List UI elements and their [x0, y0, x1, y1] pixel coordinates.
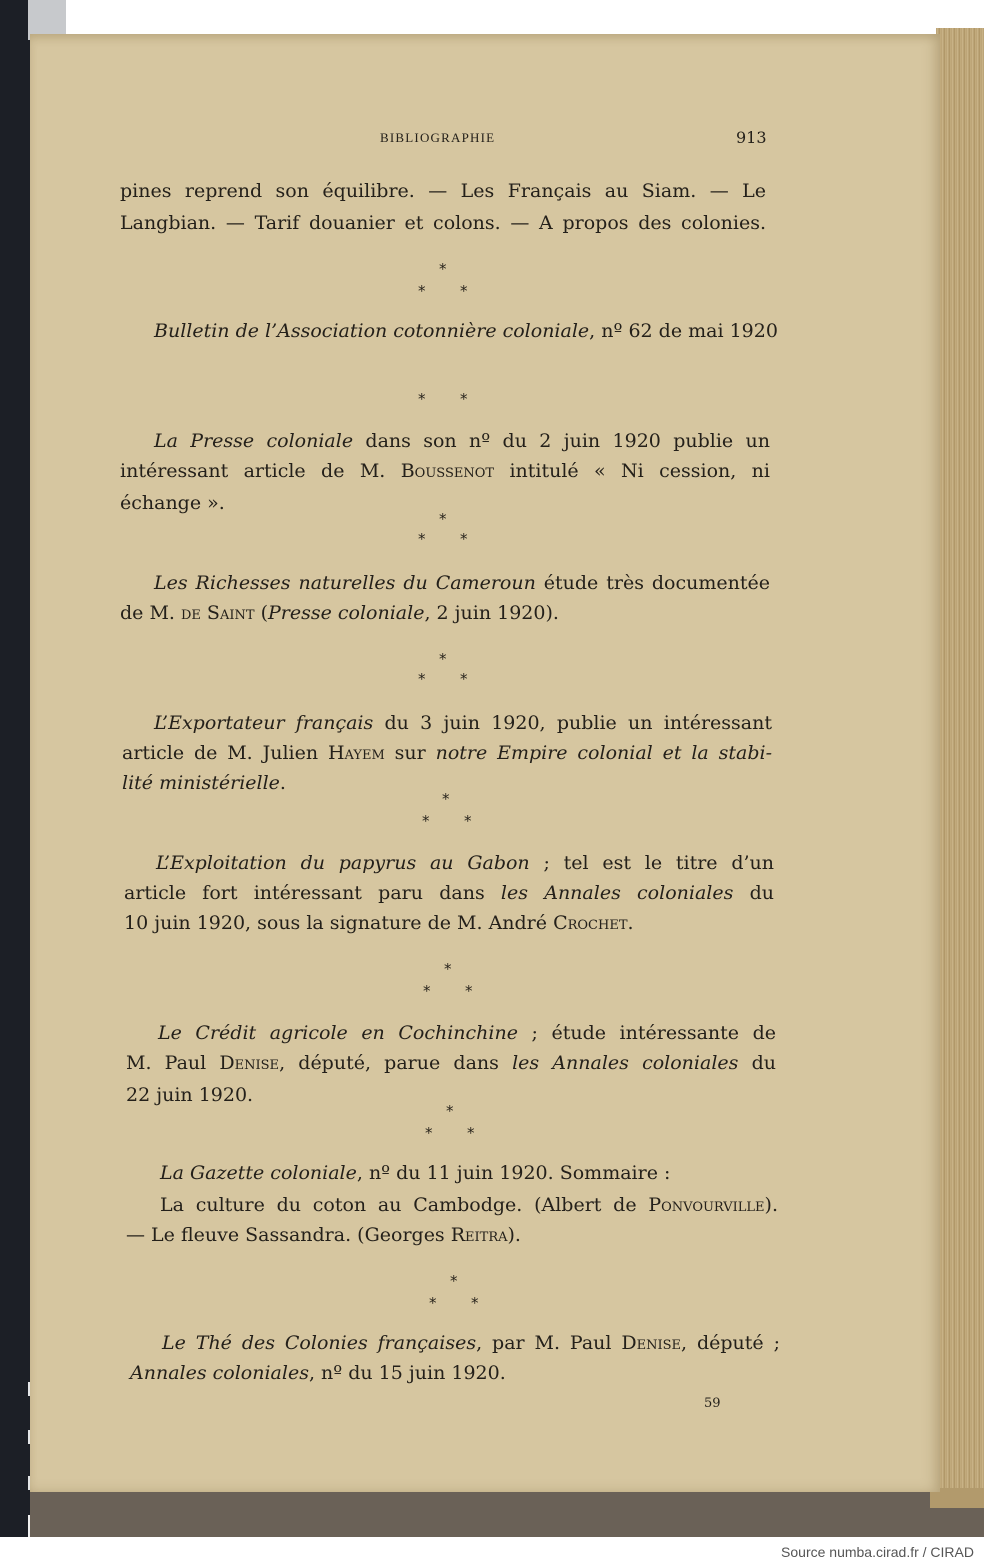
text-run: ). — [507, 1224, 521, 1246]
separator-asterisk: * — [425, 1124, 433, 1142]
text-run: Crochet — [553, 912, 628, 934]
text-run: du — [733, 882, 774, 904]
text-run: 22 juin 1920. — [126, 1084, 254, 1106]
separator-asterisk: * — [444, 960, 452, 978]
text-run: Presse coloniale — [267, 602, 425, 624]
text-line — [120, 210, 766, 236]
signature-mark: 59 — [704, 1396, 721, 1411]
text-run: Annales coloniales — [130, 1362, 309, 1384]
text-line — [162, 1330, 780, 1356]
text-run: du — [738, 1052, 776, 1074]
text-run: L’Exportateur français — [154, 712, 374, 734]
text-run: notre Empire colonial et la stabi- — [435, 742, 772, 764]
page-edges — [936, 28, 984, 1500]
page-number: 913 — [736, 128, 767, 147]
separator-asterisk: * — [465, 982, 473, 1000]
text-run: sur — [384, 742, 436, 764]
text-run: de Saint — [180, 602, 255, 624]
separator-asterisk: * — [423, 982, 431, 1000]
text-line — [154, 710, 772, 736]
text-line — [130, 1360, 506, 1386]
text-run: Langbian. — Tarif douanier et colons. — A propos des colonies. — [120, 212, 766, 234]
text-run: — Le fleuve Sassandra. (Georges — [126, 1224, 451, 1246]
text-run: ; tel est le titre d’un — [529, 852, 774, 874]
separator-asterisk: * — [422, 812, 430, 830]
separator-asterisk: * — [450, 1272, 458, 1290]
separator-asterisk: * — [460, 390, 468, 408]
separator-asterisk: * — [418, 390, 426, 408]
text-line — [160, 1192, 778, 1218]
separator-asterisk: * — [439, 260, 447, 278]
separator-asterisk: * — [460, 530, 468, 548]
separator-asterisk: * — [442, 790, 450, 808]
text-run: Le Crédit agricole en Cochinchine — [158, 1022, 518, 1044]
text-run: Ponvourville — [648, 1194, 765, 1216]
separator-asterisk: * — [471, 1294, 479, 1312]
text-run: , député, parue dans — [279, 1052, 513, 1074]
text-run: Le Thé des Colonies françaises — [162, 1332, 477, 1354]
separator-asterisk: * — [418, 670, 426, 688]
text-run: pines reprend son équilibre. — Les Français au Siam. — Le — [120, 180, 766, 202]
text-line — [126, 1222, 521, 1248]
text-line — [124, 910, 634, 936]
text-run: . — [627, 912, 634, 934]
text-line — [156, 850, 774, 876]
text-line — [154, 570, 770, 596]
text-run: ( — [254, 602, 268, 624]
text-run: les Annales coloniales — [512, 1052, 739, 1074]
text-line — [120, 458, 770, 484]
separator-asterisk: * — [439, 650, 447, 668]
book-cover-edge — [30, 1492, 984, 1537]
running-head: BIBLIOGRAPHIE — [380, 130, 496, 145]
separator-asterisk: * — [467, 1124, 475, 1142]
text-run: échange ». — [120, 492, 225, 514]
text-run: intéressant article de M. — [120, 460, 401, 482]
text-line — [120, 490, 225, 516]
text-run: Hayem — [327, 742, 385, 764]
source-credit: Source numba.cirad.fr / CIRAD — [781, 1544, 974, 1560]
separator-asterisk: * — [446, 1102, 454, 1120]
text-run: , député ; — [681, 1332, 780, 1354]
separator-asterisk: * — [418, 282, 426, 300]
text-run: La Gazette coloniale — [160, 1162, 357, 1184]
text-run: L’Exploitation du papyrus au Gabon — [156, 852, 530, 874]
text-line — [122, 770, 286, 796]
text-line — [124, 880, 774, 906]
text-line — [154, 428, 770, 454]
text-run: Boussenot — [400, 460, 495, 482]
text-line — [126, 1082, 253, 1108]
separator-asterisk: * — [439, 510, 447, 528]
text-run: Denise — [621, 1332, 682, 1354]
text-run: étude très documentée — [535, 572, 770, 594]
separator-asterisk: * — [429, 1294, 437, 1312]
text-line — [158, 1020, 776, 1046]
text-run: La culture du coton au Cambodge. (Albert de — [160, 1194, 649, 1216]
text-run: ). — [764, 1194, 778, 1216]
text-run: . — [279, 772, 286, 794]
text-run: , nº du 11 juin 1920. Sommaire : — [356, 1162, 671, 1184]
text-run: Bulletin de l’Association cotonnière coloniale — [154, 320, 590, 342]
text-run: de M. — [120, 602, 181, 624]
text-run: , nº 62 de mai 1920 — [589, 320, 778, 342]
text-run: article de M. Julien — [122, 742, 328, 764]
text-line — [126, 1050, 776, 1076]
separator-asterisk: * — [460, 670, 468, 688]
text-run: , par M. Paul — [476, 1332, 622, 1354]
text-run: M. Paul — [126, 1052, 220, 1074]
text-run: intitulé « Ni cession, ni — [494, 460, 770, 482]
text-run: 10 juin 1920, sous la signature de M. André — [124, 912, 554, 934]
text-run: les Annales coloniales — [500, 882, 734, 904]
text-line — [120, 178, 766, 204]
separator-asterisk: * — [460, 282, 468, 300]
text-run: Denise — [219, 1052, 280, 1074]
text-run: ; étude intéressante de — [517, 1022, 776, 1044]
text-line — [122, 740, 772, 766]
text-run: dans son nº du 2 juin 1920 publie un — [353, 430, 770, 452]
text-run: , nº du 15 juin 1920. — [308, 1362, 506, 1384]
text-run: La Presse coloniale — [154, 430, 354, 452]
text-line — [154, 318, 778, 344]
text-run: , 2 juin 1920). — [424, 602, 559, 624]
text-run: Les Richesses naturelles du Cameroun — [154, 572, 536, 594]
text-run: lité ministérielle — [122, 772, 280, 794]
text-run: article fort intéressant paru dans — [124, 882, 501, 904]
separator-asterisk: * — [418, 530, 426, 548]
text-run: du 3 juin 1920, publie un intéressant — [373, 712, 772, 734]
separator-asterisk: * — [464, 812, 472, 830]
text-line — [120, 600, 559, 626]
book-page — [30, 34, 940, 1492]
text-run: Reitra — [450, 1224, 508, 1246]
text-line — [160, 1160, 670, 1186]
